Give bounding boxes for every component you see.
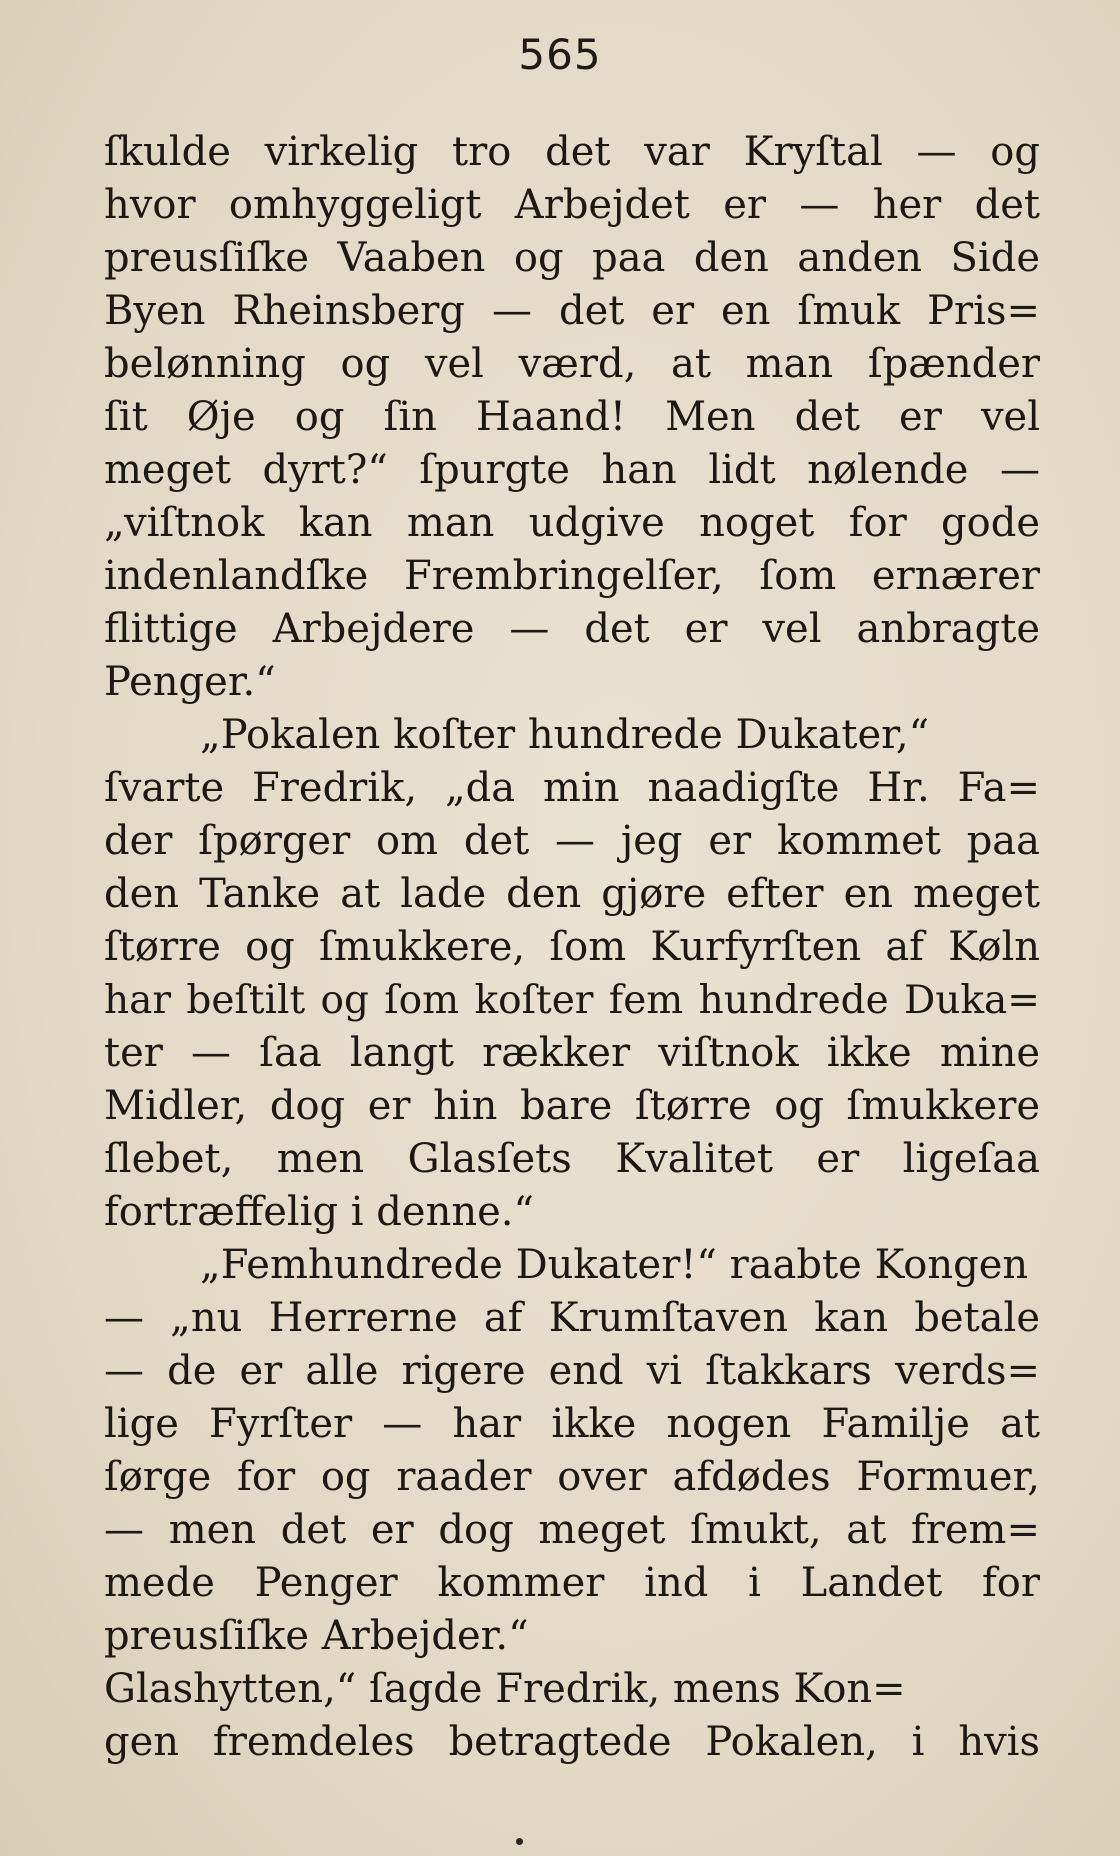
text-line: gen fremdeles betragtede Pokalen, i hvis	[104, 1719, 1040, 1765]
text-line: den Tanke at lade den gjøre efter en meget	[104, 871, 1040, 917]
page-number: 565	[518, 30, 602, 79]
text-line: preusſiſke Vaaben og paa den anden Side	[104, 235, 1040, 281]
text-line: indenlandſke Frembringelſer, ſom ernærer	[104, 553, 1040, 599]
text-line: belønning og vel værd, at man ſpænder	[104, 341, 1040, 387]
text-line: „Femhundrede Dukater!“ raabte Kongen	[200, 1242, 1029, 1288]
text-line: flittige Arbejdere — det er vel anbragte	[104, 606, 1040, 652]
text-line: mede Penger kommer ind i Landet for	[104, 1560, 1040, 1606]
text-line: hvor omhyggeligt Arbejdet er — her det	[104, 182, 1040, 228]
text-line: „viſtnok kan man udgive noget for gode	[104, 500, 1040, 546]
text-line: ſlebet, men Glasſets Kvalitet er ligeſaa	[104, 1136, 1040, 1182]
text-line: ſvarte Fredrik, „da min naadigſte Hr. Fa=	[104, 765, 1040, 811]
text-line: ter — ſaa langt rækker viſtnok ikke mine	[104, 1030, 1040, 1076]
text-line: meget dyrt?“ ſpurgte han lidt nølende —	[104, 447, 1040, 493]
text-line: — men det er dog meget ſmukt, at frem=	[104, 1507, 1040, 1553]
text-line: preusſiſke Arbejder.“	[104, 1613, 529, 1659]
print-speck	[516, 1838, 523, 1845]
text-line: Glashytten,“ ſagde Fredrik, mens Kon=	[104, 1666, 906, 1712]
text-line: ſit Øje og ſin Haand! Men det er vel	[104, 394, 1040, 440]
text-line: „Pokalen koſter hundrede Dukater,“	[200, 712, 930, 758]
text-line: ſkulde virkelig tro det var Kryſtal — og	[104, 129, 1040, 175]
text-line: fortræffelig i denne.“	[104, 1189, 534, 1235]
text-line: ſørge for og raader over afdødes Formuer,	[104, 1454, 1040, 1500]
text-line: har beſtilt og ſom koſter fem hundrede Duka=	[104, 978, 1040, 1023]
text-line: Byen Rheinsberg — det er en ſmuk Pris=	[104, 288, 1040, 334]
text-line: ſtørre og ſmukkere, ſom Kurfyrſten af Køln	[104, 924, 1040, 970]
text-line: — „nu Herrerne af Krumſtaven kan betale	[104, 1295, 1040, 1341]
text-line: Penger.“	[104, 659, 276, 705]
text-line: — de er alle rigere end vi ſtakkars verds=	[104, 1348, 1040, 1394]
text-line: lige Fyrſter — har ikke nogen Familje at	[104, 1401, 1040, 1447]
text-line: Midler, dog er hin bare ſtørre og ſmukkere	[104, 1083, 1040, 1129]
text-line: der ſpørger om det — jeg er kommet paa	[104, 818, 1040, 864]
body-text	[104, 126, 1040, 1769]
